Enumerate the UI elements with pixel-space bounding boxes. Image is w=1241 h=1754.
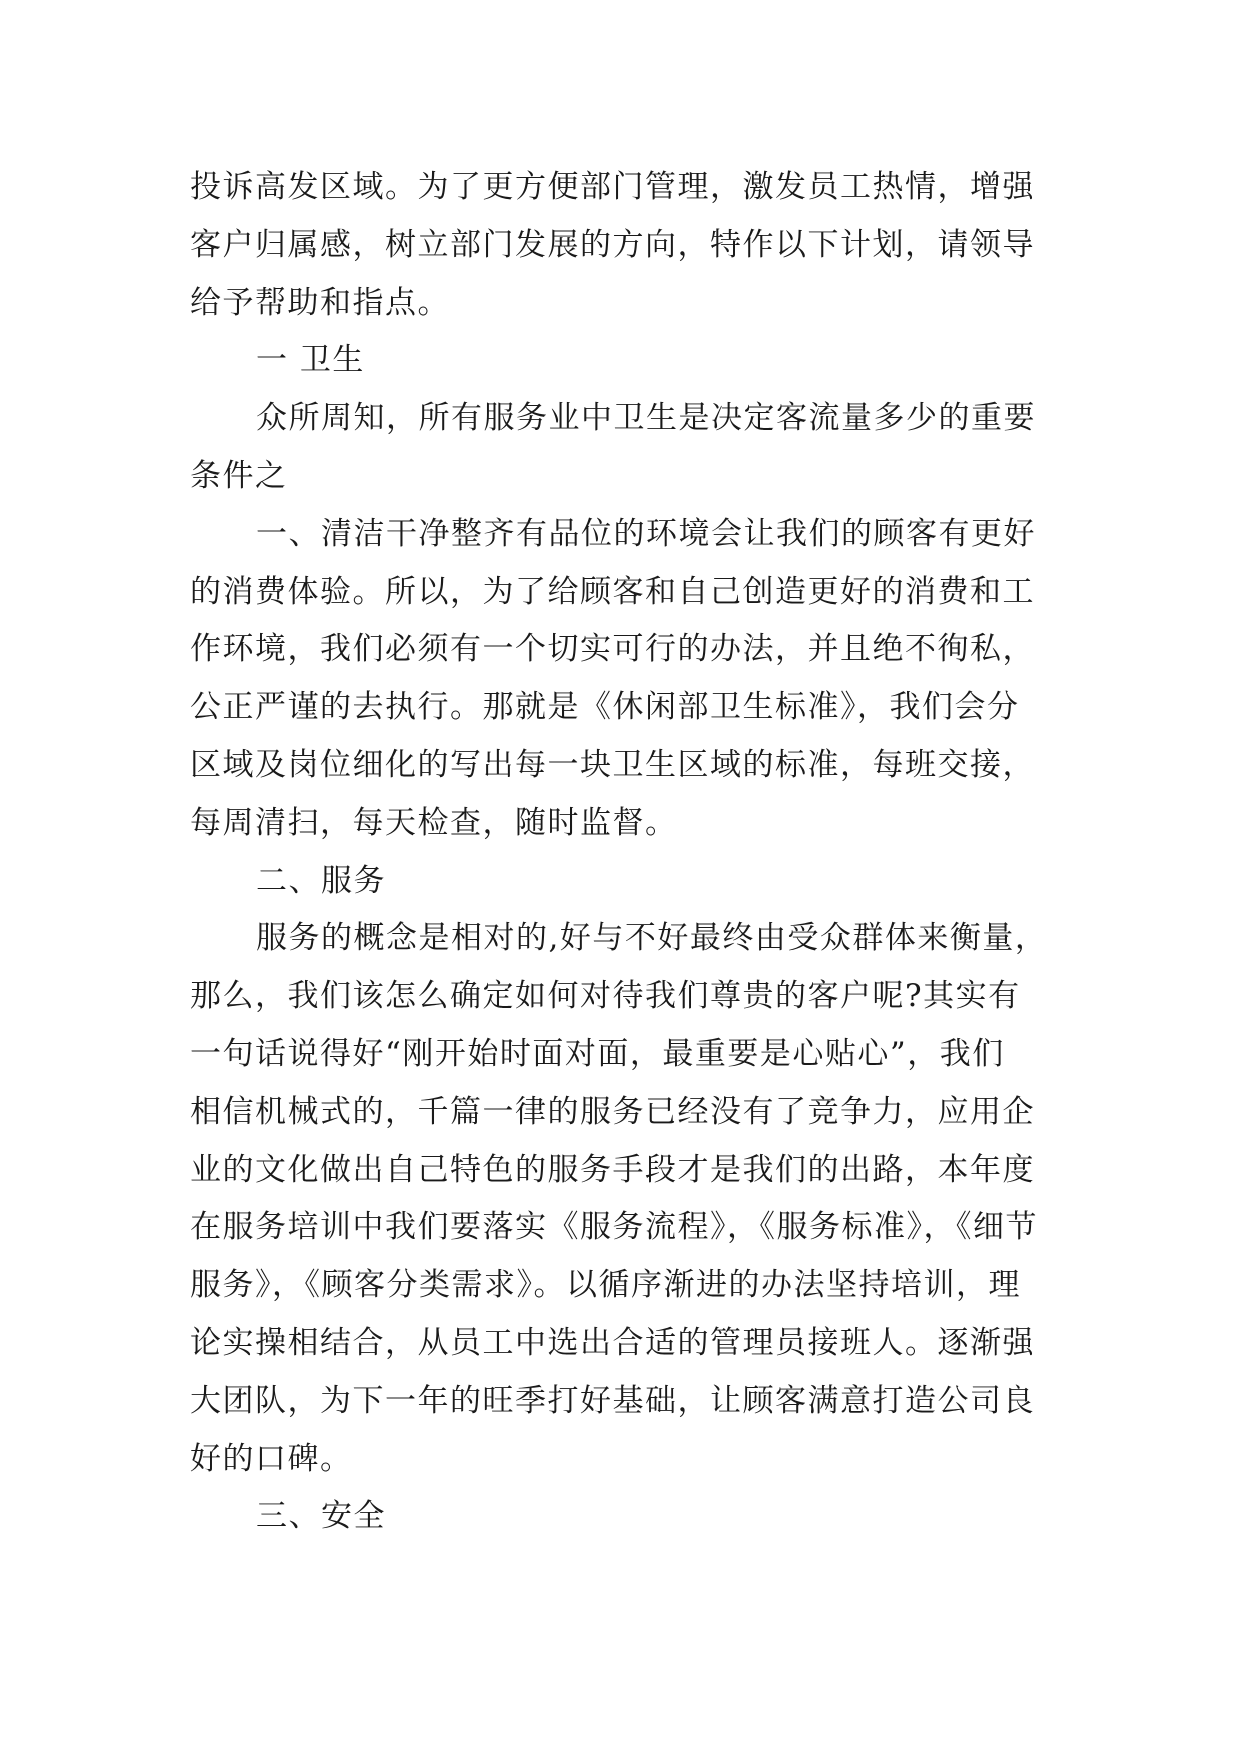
text-line: 的消费体验。所以，为了给顾客和自己创造更好的消费和工 [190, 573, 1035, 610]
text-line: 作环境，我们必须有一个切实可行的办法，并且绝不徇私， [190, 631, 1035, 668]
text-line: 一、清洁干净整齐有品位的环境会让我们的顾客有更好 [256, 515, 1036, 552]
section-heading-service: 二、服务 [256, 862, 386, 899]
text-line: 相信机械式的，千篇一律的服务已经没有了竞争力，应用企 [190, 1093, 1035, 1130]
text-line: 业的文化做出自己特色的服务手段才是我们的出路，本年度 [190, 1151, 1035, 1188]
text-line: 区域及岗位细化的写出每一块卫生区域的标准，每班交接， [190, 746, 1035, 783]
text-line: 服务的概念是相对的,好与不好最终由受众群体来衡量， [256, 920, 1048, 957]
text-line: 每周清扫，每天检查，随时监督。 [190, 804, 678, 841]
document-body [190, 159, 1060, 1546]
section-heading-hygiene: 一 卫生 [256, 342, 365, 379]
text-line: 那么，我们该怎么确定如何对待我们尊贵的客户呢?其实有 [190, 978, 1021, 1015]
text-line: 好的口碑。 [190, 1440, 353, 1477]
text-line: 众所周知，所有服务业中卫生是决定客流量多少的重要 [256, 400, 1036, 437]
text-line: 在服务培训中我们要落实《服务流程》，《服务标准》，《细节 [190, 1209, 1038, 1246]
text-line: 条件之 [190, 457, 288, 494]
text-line: 一句话说得好“刚开始时面对面，最重要是心贴心”，我们 [190, 1035, 1005, 1072]
text-line: 论实操相结合，从员工中选出合适的管理员接班人。逐渐强 [190, 1324, 1035, 1361]
text-line: 客户归属感，树立部门发展的方向，特作以下计划，请领导 [190, 226, 1035, 263]
text-line: 公正严谨的去执行。那就是《休闲部卫生标准》，我们会分 [190, 689, 1020, 726]
section-heading-safety: 三、安全 [256, 1498, 386, 1535]
text-line: 服务》，《顾客分类需求》。以循序渐进的办法坚持培训，理 [190, 1267, 1021, 1304]
text-line: 大团队，为下一年的旺季打好基础，让顾客满意打造公司良 [190, 1382, 1035, 1419]
text-line: 给予帮助和指点。 [190, 284, 450, 321]
text-line: 投诉高发区域。为了更方便部门管理，激发员工热情，增强 [190, 169, 1035, 205]
